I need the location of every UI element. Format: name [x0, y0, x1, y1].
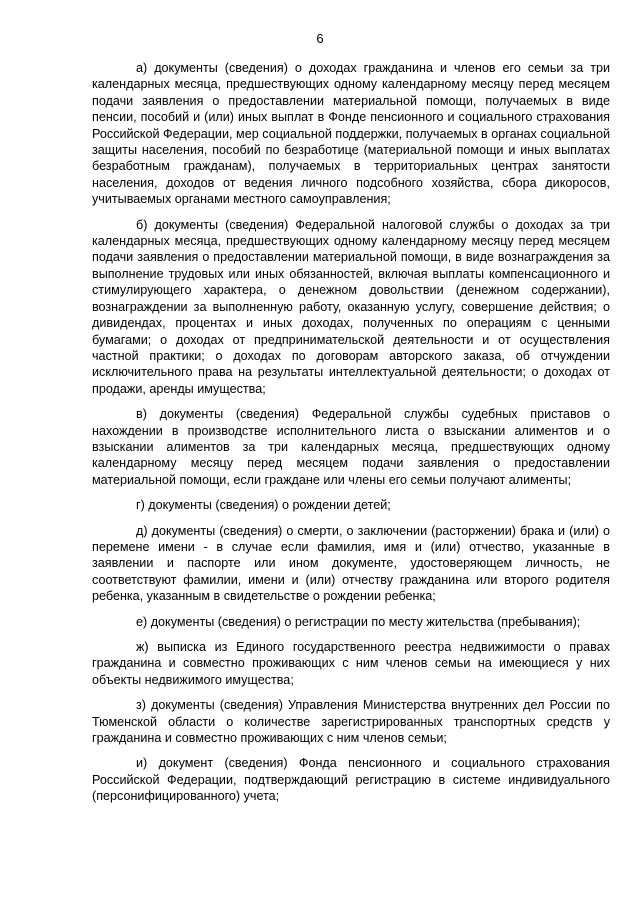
page-number: 6	[316, 31, 324, 46]
paragraph-zh: ж) выписка из Единого государственного реестра недвижимости о правах гражданина и совместно проживающих с ним членов семьи на имеющиеся у них объекты недвижимого имущества;	[92, 640, 610, 687]
paragraph-b: б) документы (сведения) Федеральной налоговой службы о доходах за три календарных месяца, предшествующих одному календарному месяцу перед месяцем подачи заявления о предоставлении материальной помощи, в виде вознаграждения за выполнение трудовых или иных обязанностей, включая выплаты компенсационного и стимулирующего характера, о денежном довольствии (денежном содержании), вознаграждении за выполненную работу, оказанную услугу, совершение действия; о дивидендах, процентах и иных доходах, полученных по операциям с ценными бумагами; о доходах от предпринимательской деятельности и от осуществления частной практики; о доходах по договорам авторского заказа, об отчуждении исключительного права на результаты интеллектуальной деятельности; о доходах от продажи, аренды имущества;	[92, 217, 610, 396]
document-body	[92, 60, 610, 814]
paragraph-g: г) документы (сведения) о рождении детей;	[136, 498, 391, 513]
paragraph-v: в) документы (сведения) Федеральной службы судебных приставов о нахождении в производстве исполнительного листа о взыскании алиментов и о взыскании алиментов за три календарных месяца, предшествующих одному календарному месяцу перед месяцем подачи заявления о предоставлении материальной помощи, если граждане или члены его семьи получают алименты;	[92, 407, 610, 487]
paragraph-d: д) документы (сведения) о смерти, о заключении (расторжении) брака и (или) о перемене имени - в случае если фамилия, имя и (или) отчество, указанные в заявлении и паспорте или ином документе, удостоверяющем личность, не соответствуют фамилии, имени и (или) отчеству гражданина или второго родителя ребенка, указанным в свидетельстве о рождении ребенка;	[92, 523, 610, 604]
paragraph-z: з) документы (сведения) Управления Министерства внутренних дел России по Тюменской области о количестве зарегистрированных транспортных средств у гражданина и совместно проживающих с ним членов семьи;	[92, 698, 610, 746]
paragraph-e: е) документы (сведения) о регистрации по месту жительства (пребывания);	[136, 614, 581, 629]
paragraph-a: а) документы (сведения) о доходах гражданина и членов его семьи за три календарных месяца, предшествующих одному календарному месяцу перед месяцем подачи заявления о предоставлении материальной помощи, получаемых в виде пенсии, пособий и (или) иных выплат в Фонде пенсионного и социального страхования Российской Федерации, мер социальной поддержки, получаемых в органах социальной защиты населения, пособий по безработице (материальной помощи и иных выплатах безработным гражданам), получаемых в территориальных центрах занятости населения, доходов от ведения личного подсобного хозяйства, сбора дикоросов, учитываемых органами местного самоуправления;	[92, 61, 610, 207]
paragraph-i: и) документ (сведения) Фонда пенсионного и социального страхования Российской Федерации, подтверждающий регистрацию в системе индивидуального (персонифицированного) учета;	[92, 756, 610, 804]
